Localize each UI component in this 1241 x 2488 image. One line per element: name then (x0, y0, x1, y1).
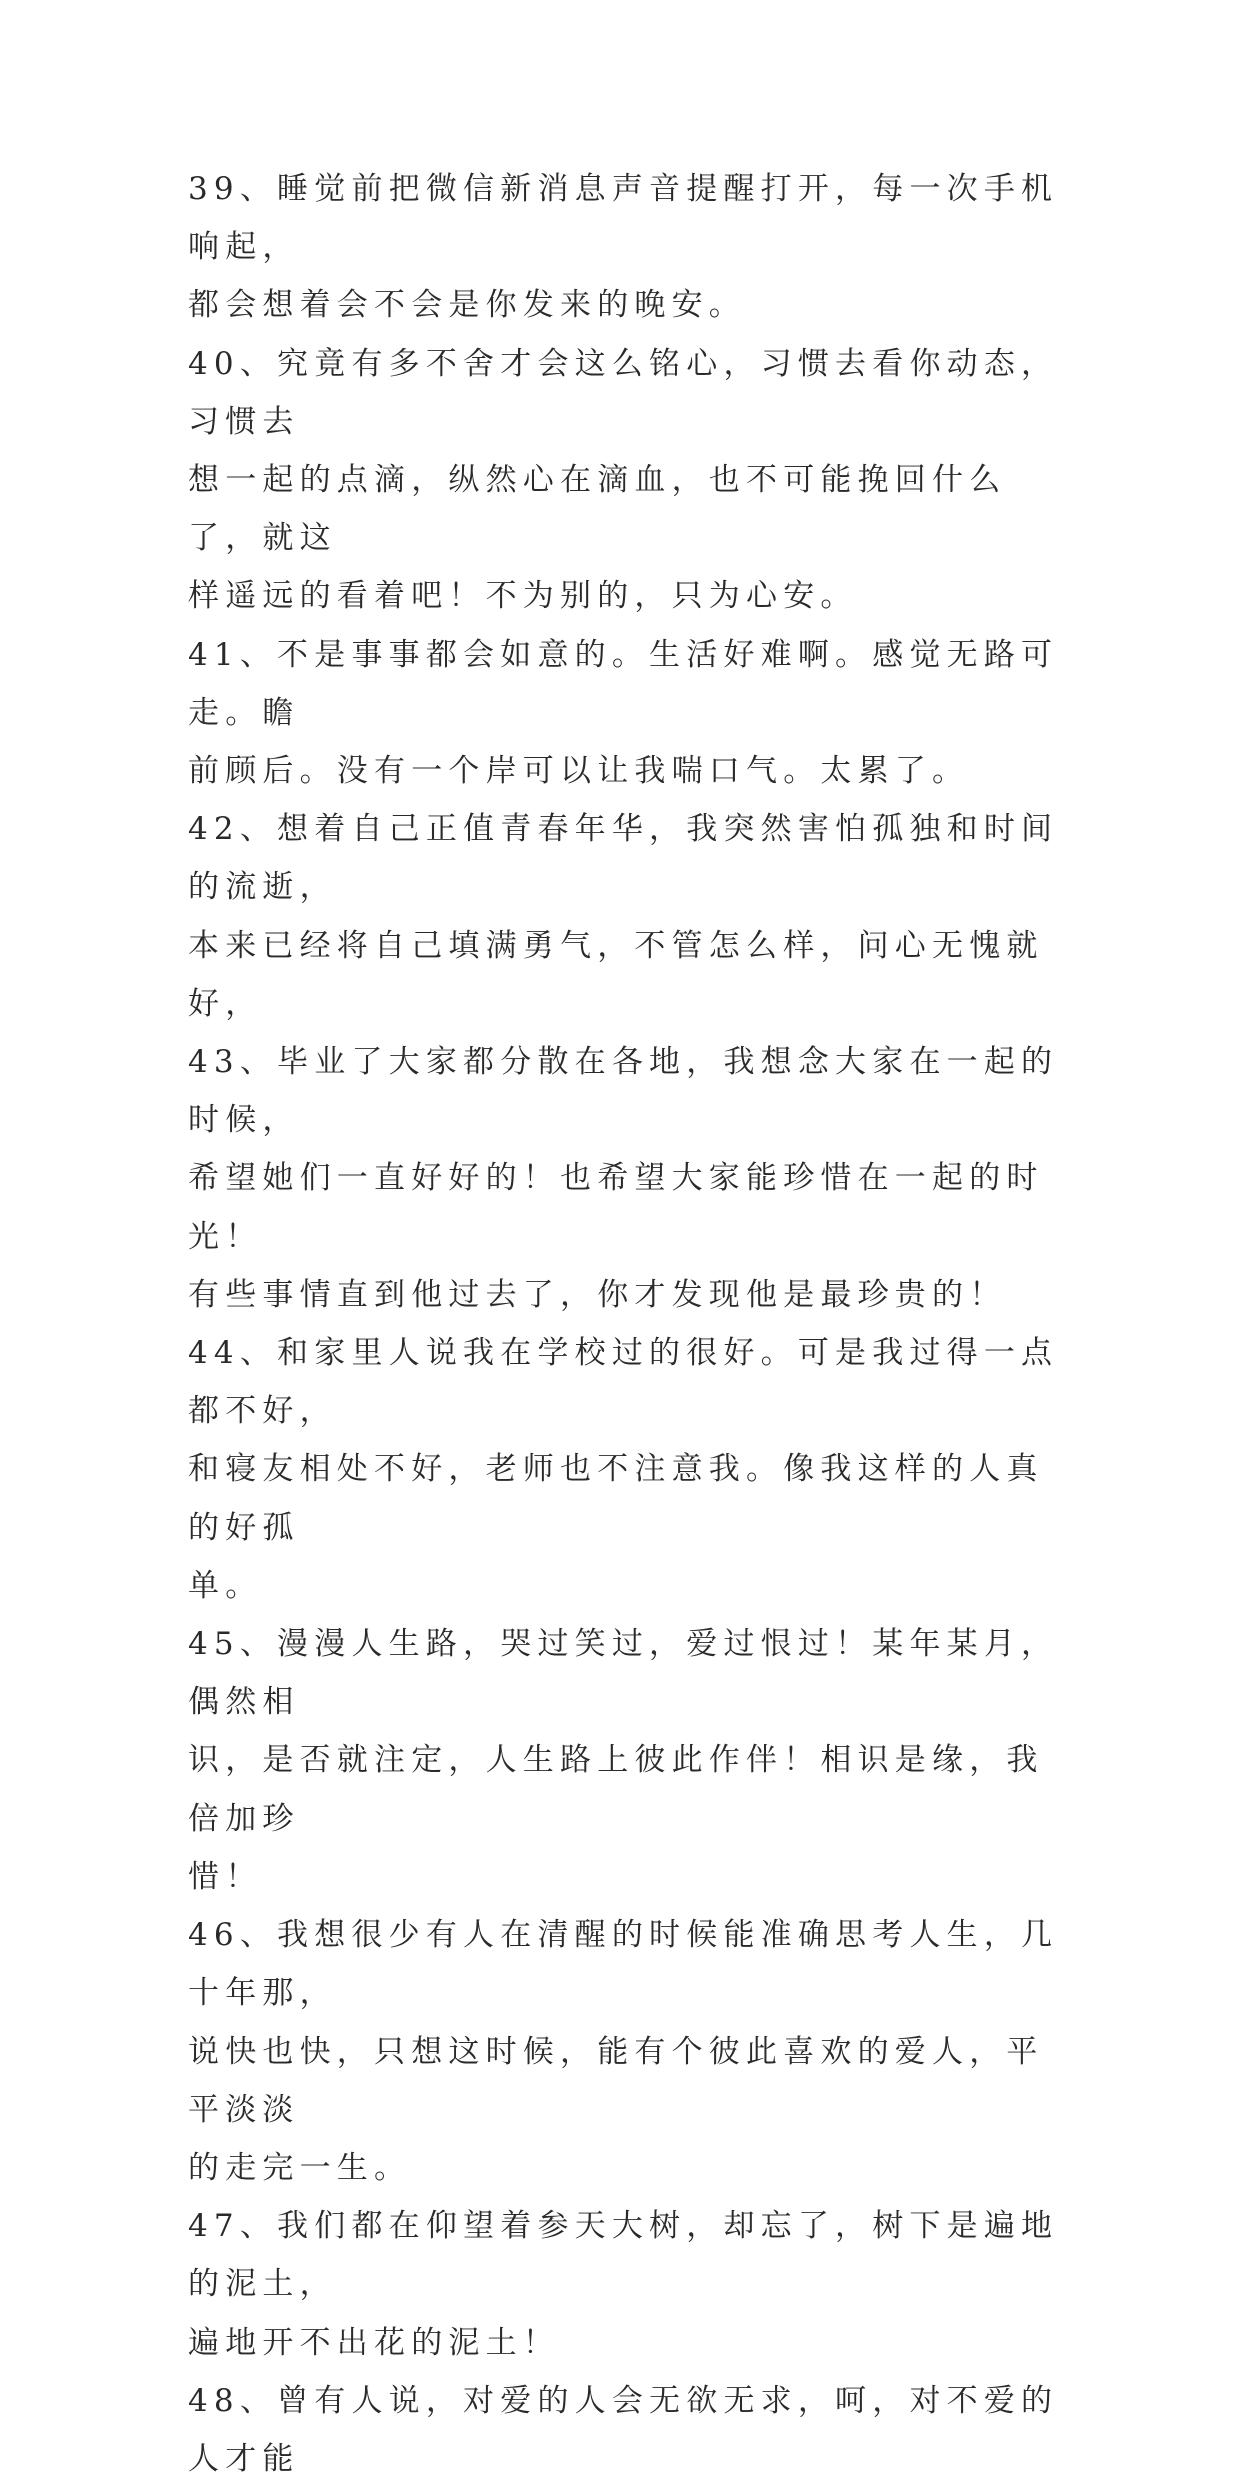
paragraph-46: 46、我想很少有人在清醒的时候能准确思考人生，几十年那， 说快也快，只想这时候，能有个彼此喜欢的爱人，平平淡淡 的走完一生。 (188, 1917, 1059, 2186)
paragraph-44: 44、和家里人说我在学校过的很好。可是我过得一点都不好， 和寝友相处不好，老师也不注意我。像我这样的人真的好孤 单。 (188, 1335, 1059, 1604)
paragraph-40: 40、究竟有多不舍才会这么铭心，习惯去看你动态，习惯去 想一起的点滴，纵然心在滴血，也不可能挽回什么了，就这 样遥远的看着吧！不为别的，只为心安。 (188, 345, 1059, 615)
paragraph-45: 45、漫漫人生路，哭过笑过，爱过恨过！某年某月，偶然相 识，是否就注定，人生路上彼此作伴！相识是缘，我倍加珍 惜！ (188, 1626, 1059, 1895)
paragraph-43: 43、毕业了大家都分散在各地，我想念大家在一起的时候， 希望她们一直好好的！也希望大家能珍惜在一起的时光！ 有些事情直到他过去了，你才发现他是最珍贵的！ (188, 1044, 1059, 1313)
paragraph-39: 39、睡觉前把微信新消息声音提醒打开，每一次手机响起， 都会想着会不会是你发来的晚安。 (188, 171, 1059, 324)
paragraph-47: 47、我们都在仰望着参天大树，却忘了，树下是遍地的泥土， 遍地开不出花的泥土！ (188, 2208, 1059, 2361)
paragraph-41: 41、不是事事都会如意的。生活好难啊。感觉无路可走。瞻 前顾后。没有一个岸可以让我喘口气。太累了。 (188, 636, 1059, 790)
paragraph-42: 42、想着自己正值青春年华，我突然害怕孤独和时间的流逝， 本来已经将自己填满勇气，不管怎么样，问心无愧就好， (188, 811, 1059, 1022)
paragraph-48: 48、曾有人说，对爱的人会无欲无求，呵，对不爱的人才能 (188, 2382, 1059, 2477)
document-body (188, 160, 1068, 2488)
